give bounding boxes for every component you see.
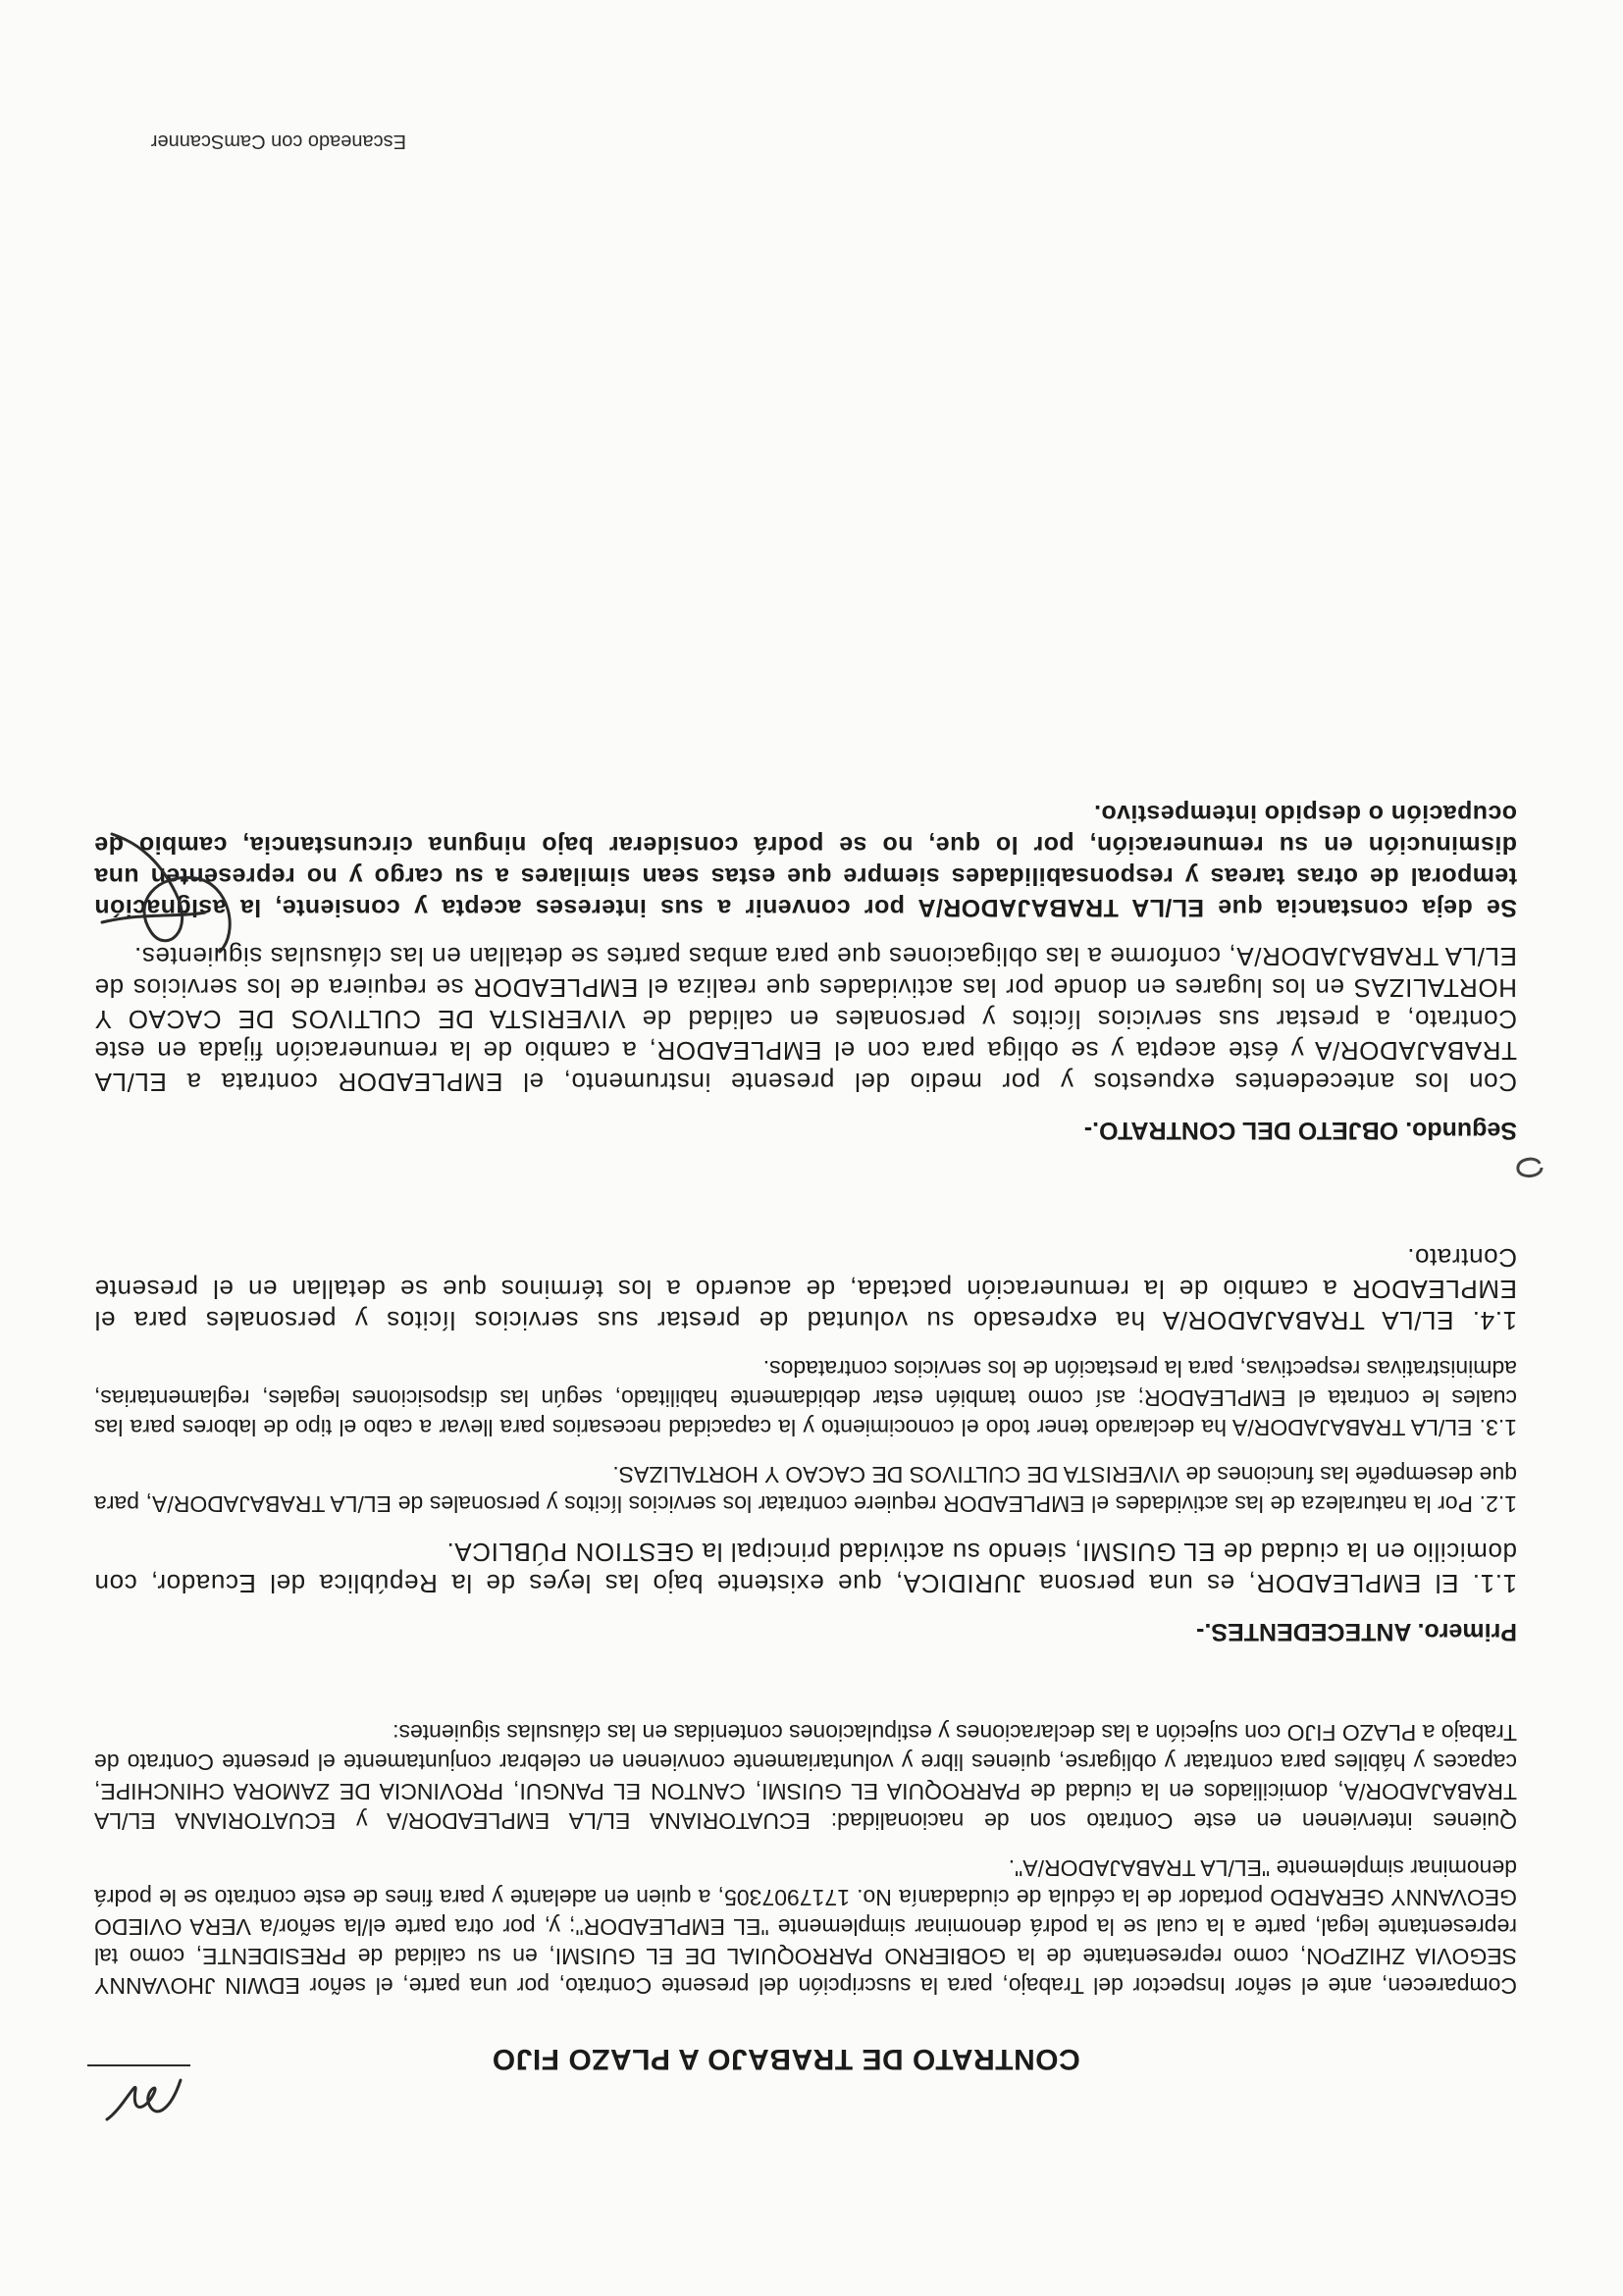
clause-1-4: 1.4. EL/LA TRABAJADOR/A ha expresado su voluntad de prestar sus servicios lícitos y personales para el EMPLEADOR a cambio de la remuneración pactada, de acuerdo a los términos que se detallan en el presente Contrato.: [94, 1243, 1517, 1335]
document-title: CONTRATO DE TRABAJO A PLAZO FIJO: [492, 2043, 1080, 2075]
heading-objeto: Segundo. OBJETO DEL CONTRATO.-: [1083, 1117, 1517, 1144]
object-paragraph: Con los antecedentes expuestos y por medio del presente instrumento, el EMPLEADOR contrata a EL/LA TRABAJADOR/A y éste acepta y se obliga para con el EMPLEADOR, a cambio de la remuneración fijada en este Contrato, a prestar sus servicios lícitos y personales en calidad de VIVERISTA DE CULTIVOS DE CACAO Y HORTALIZAS en los lugares en donde por las actividades que realiza el EMPLEADOR se requiera de los servicios de EL/LA TRABAJADOR/A, conforme a las obligaciones que para ambas partes se detallan en las cláusulas siguientes.: [94, 942, 1517, 1097]
margin-hole-mark: [1510, 1148, 1549, 1187]
clause-1-1: 1.1. El EMPLEADOR, es una persona JURIDICA, que existente bajo las leyes de la República del Ecuador, con domicilio en la ciudad de EL GUISMI, siendo su actividad principal la GESTION PÚBLICA.: [94, 1538, 1517, 1598]
intro-paragraph: Comparecen, ante el señor Inspector del Trabajo, para la suscripción del presente Contrato, por una parte, el señor EDWIN JHOVANNY SEGOVIA ZHIZPON, como representante de la GOBIERNO PARROQUIAL DE EL GUISMI, en su calidad de PRESIDENTE, como tal representante legal, parte a la cual se la podrá denominar simplemente "EL EMPLEADOR"; y, por otra parte el/la señor/a VERA OVIEDO GEOVANNY GERARDO portador de la cédula de ciudadanía No. 1717907305, a quien en adelante y para fines de este contrato se le podrá denominar simplemente "EL/LA TRABAJADOR/A".: [94, 1855, 1517, 1999]
initials-mark: [82, 2061, 200, 2149]
heading-antecedentes: Primero. ANTECEDENTES.-: [1196, 1618, 1517, 1645]
assignment-paragraph: Se deja constancia que EL/LA TRABAJADOR/A por convenir a sus intereses acepta y consiente, la asignación temporal de otras tareas y responsabilidades siempre que estas sean similares a su cargo y no representen una disminución en su remuneración, por lo que, no se podrá considerar bajo ninguna circunstancia, cambio de ocupación o despido intempestivo.: [94, 800, 1517, 921]
contract-body: [94, 780, 1517, 2075]
scanner-footer: Escaneado con CamScanner: [150, 130, 406, 152]
clause-1-3: 1.3. EL/LA TRABAJADOR/A ha declarado tener todo el conocimiento y la capacidad necesarios para llevar a cabo el tipo de labores para las cuales le contrata el EMPLEADOR; así como también estar debidamente habilitado, según las disposiciones legales, reglamentarias, administrativas respectivas, para la prestación de los servicios contratados.: [94, 1356, 1517, 1440]
clause-1-2: 1.2. Por la naturaleza de las actividades el EMPLEADOR requiere contratar los servicios lícitos y personales de EL/LA TRABAJADOR/A, para que desempeñe las funciones de VIVERISTA DE CULTIVOS DE CACAO Y HORTALIZAS.: [94, 1462, 1517, 1517]
nationality-paragraph: Quienes intervienen en este Contrato son de nacionalidad: ECUATORIANA EL/LA EMPLEADOR/A y ECUATORIANA EL/LA TRABAJADOR/A, domiciliados en la ciudad de PARROQUIA EL GUISMI, CANTON EL PANGUI, PROVINCIA DE ZAMORA CHINCHIPE, capaces y hábiles para contratar y obligarse, quienes libre y voluntariamente convienen en celebrar conjuntamente el presente Contrato de Trabajo a PLAZO FIJO con sujeción a las declaraciones y estipulaciones contenidas en las cláusulas siguientes:: [94, 1720, 1517, 1834]
signature-mark: [82, 824, 249, 971]
